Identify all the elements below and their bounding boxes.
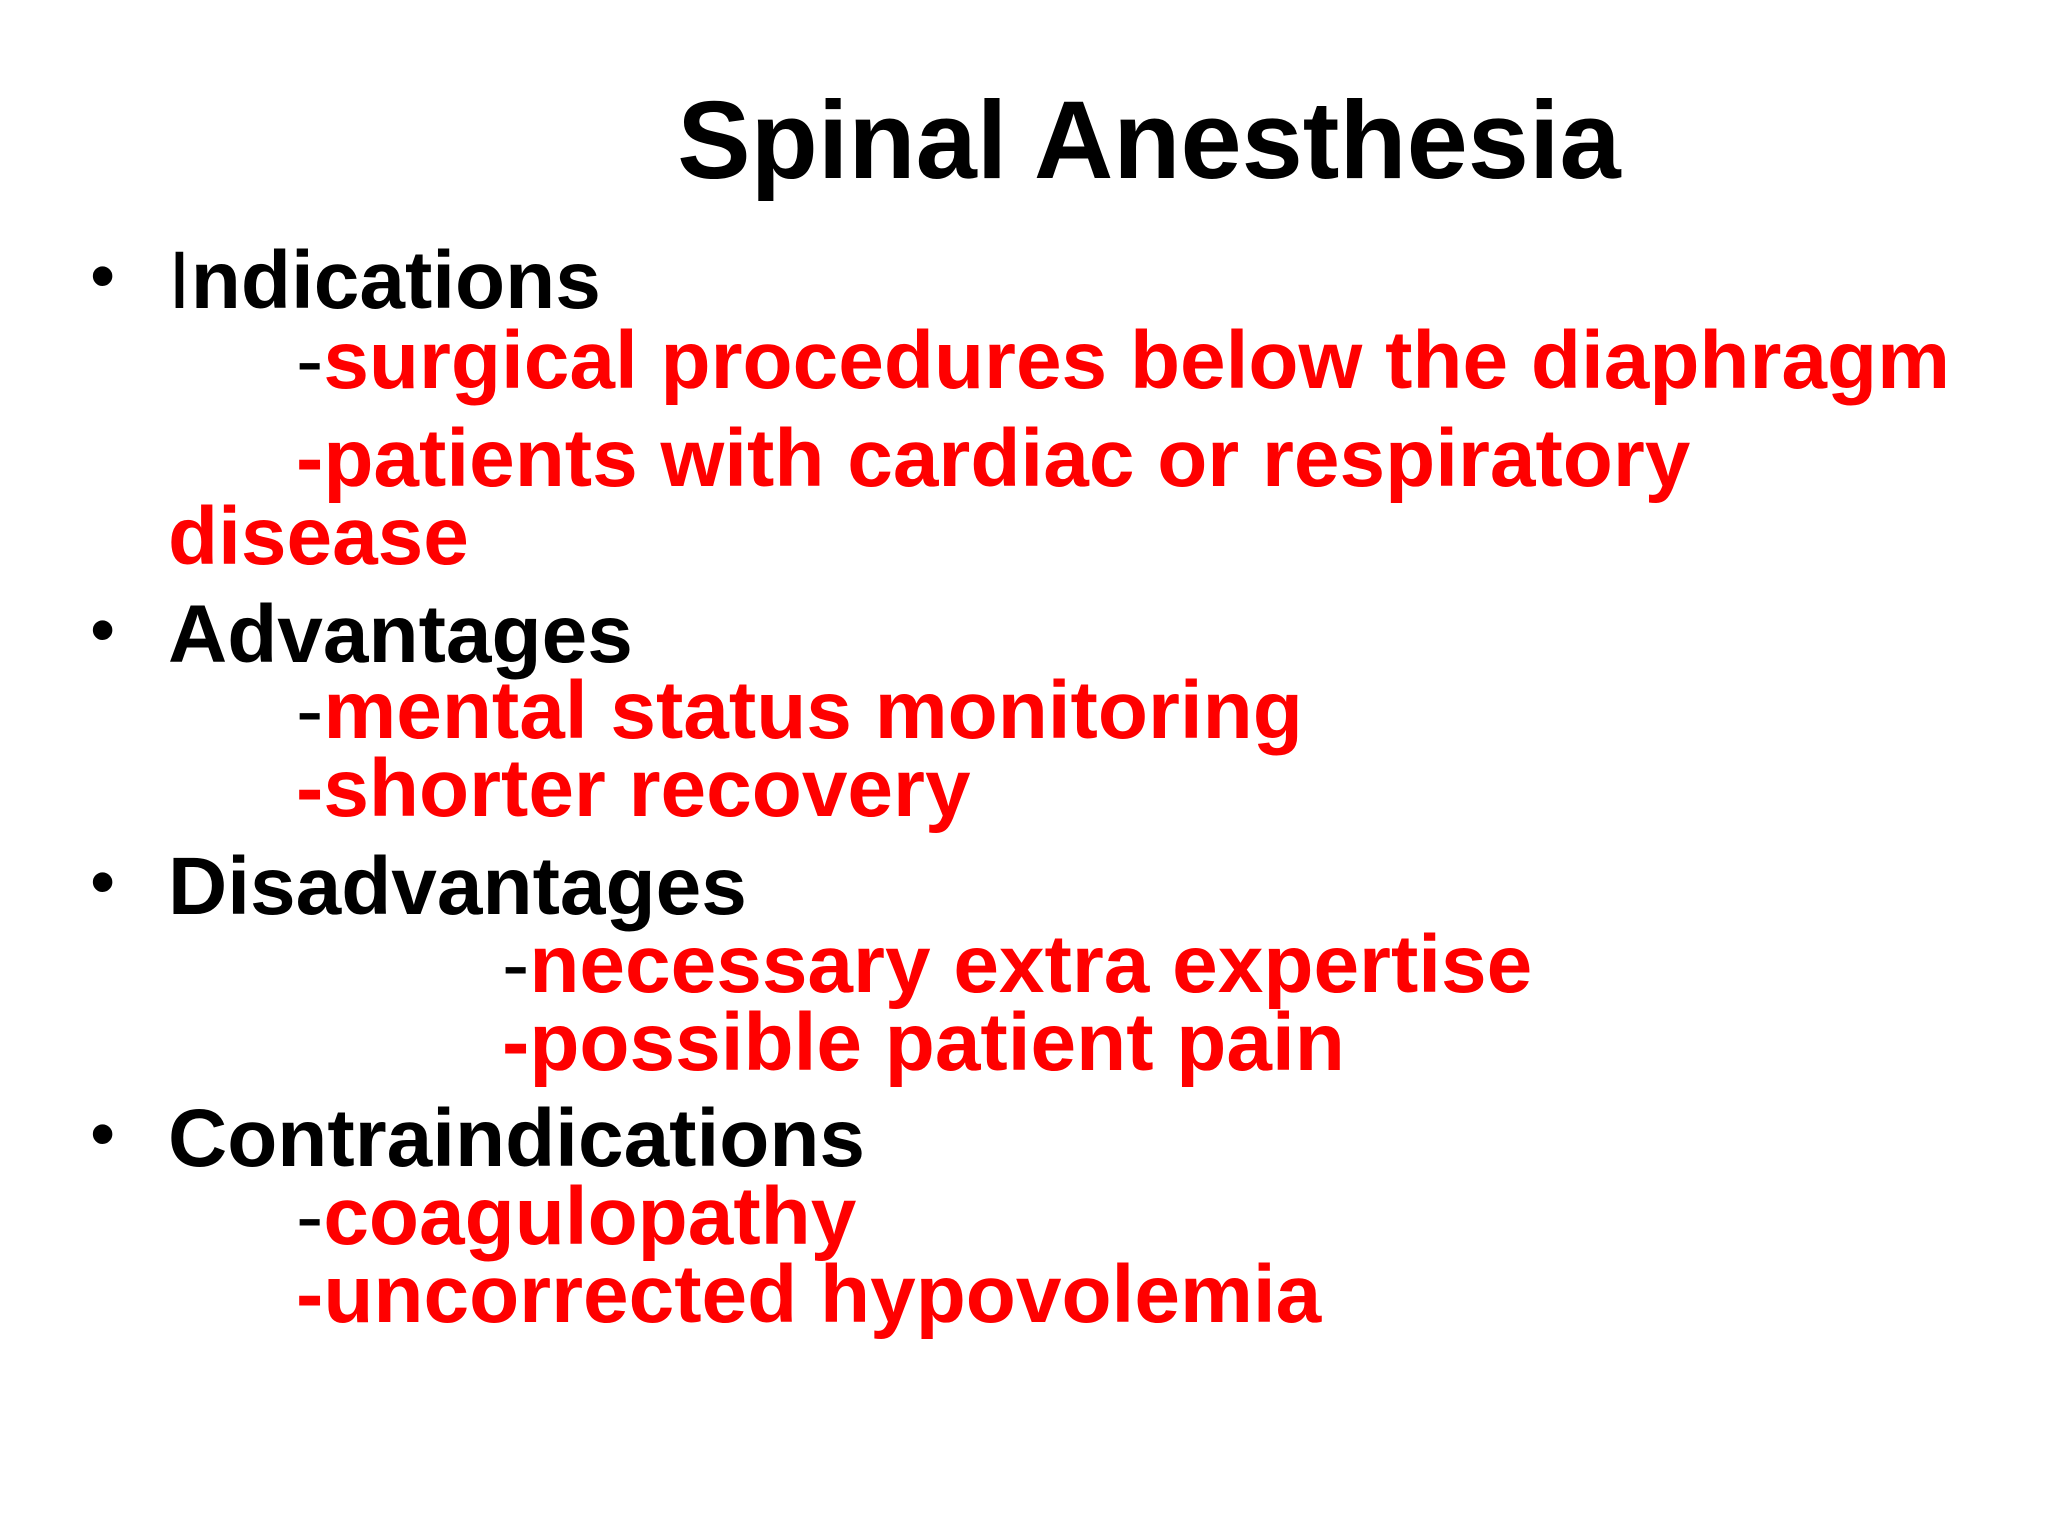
item-dash: - xyxy=(502,919,530,1010)
list-item xyxy=(296,1249,1322,1340)
bullet-icon: • xyxy=(90,590,116,670)
item-dash: - xyxy=(296,1249,324,1340)
item-text: patients with cardiac or respiratory xyxy=(323,413,1691,504)
section-heading-advantages: Advantages xyxy=(168,589,633,680)
list-item xyxy=(296,413,1691,504)
item-dash: - xyxy=(296,1171,324,1262)
item-text: mental status monitoring xyxy=(323,665,1303,756)
bullet-icon: • xyxy=(90,236,116,316)
item-dash: - xyxy=(296,315,324,406)
list-item xyxy=(296,315,1951,406)
list-item xyxy=(502,919,1533,1010)
item-text: necessary extra expertise xyxy=(529,919,1533,1010)
item-text: uncorrected hypovolemia xyxy=(323,1249,1322,1340)
item-text: coagulopathy xyxy=(323,1171,857,1262)
item-dash: - xyxy=(296,743,324,834)
section-heading-disadvantages: Disadvantages xyxy=(168,841,747,932)
section-heading-contraindications: Contraindications xyxy=(168,1093,866,1184)
item-text: possible patient pain xyxy=(529,997,1345,1088)
heading-rest: ndications xyxy=(190,235,601,326)
item-dash: - xyxy=(296,413,324,504)
item-text: shorter recovery xyxy=(323,743,971,834)
slide-title: Spinal Anesthesia xyxy=(677,79,1621,202)
heading-initial: I xyxy=(168,235,191,326)
list-item-continuation: disease xyxy=(168,491,469,582)
section-heading-indications xyxy=(168,235,601,326)
list-item xyxy=(296,665,1303,756)
list-item xyxy=(502,997,1345,1088)
bullet-icon: • xyxy=(90,842,116,922)
list-item xyxy=(296,743,971,834)
item-dash: - xyxy=(502,997,530,1088)
list-item xyxy=(296,1171,857,1262)
item-text: surgical procedures below the diaphragm xyxy=(323,315,1951,406)
item-dash: - xyxy=(296,665,324,756)
bullet-icon: • xyxy=(90,1094,116,1174)
